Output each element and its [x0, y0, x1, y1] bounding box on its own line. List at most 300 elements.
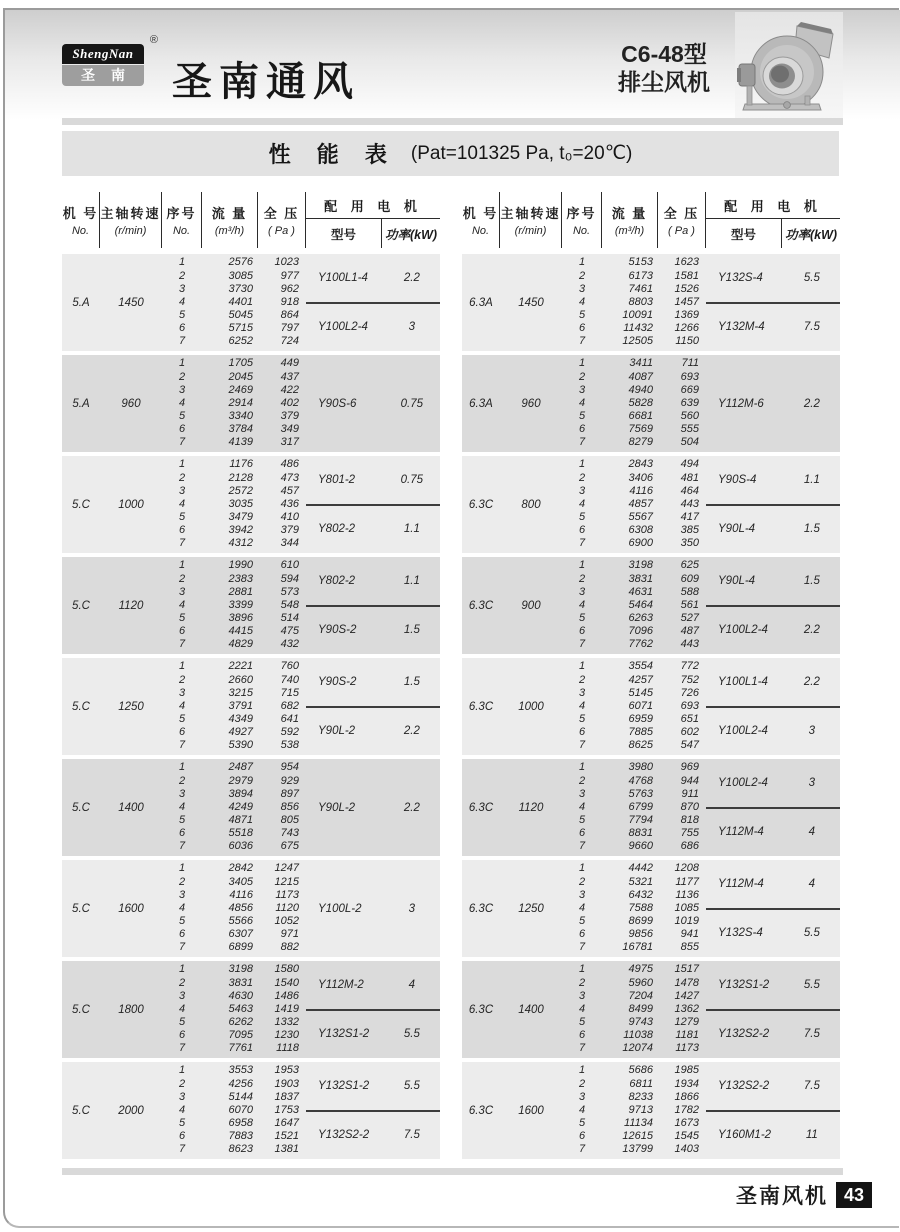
seq-value: 4	[578, 901, 586, 914]
seq-value: 3	[578, 383, 586, 396]
table-row	[162, 1130, 306, 1143]
motor-power-value: 7.5	[803, 1079, 820, 1092]
seq-value: 6	[178, 827, 186, 840]
motor-power-value: 7.5	[403, 1129, 420, 1142]
table-row	[162, 876, 306, 889]
flow-value: 9743	[628, 1016, 653, 1029]
flow-value: 8803	[628, 295, 653, 308]
pressure-value: 797	[280, 322, 299, 335]
table-row	[162, 397, 306, 410]
pressure-value: 349	[280, 423, 299, 436]
motor-cell	[706, 557, 840, 654]
motor-power-value: 4	[808, 877, 816, 890]
col-sublabel: ( Pa )	[268, 225, 295, 237]
pressure-value: 1673	[674, 1117, 699, 1130]
flow-value: 6263	[628, 612, 653, 625]
pressure-value: 504	[680, 436, 699, 449]
flow-value: 16781	[622, 941, 653, 954]
flow-value: 3035	[228, 497, 253, 510]
flow-value: 9713	[628, 1103, 653, 1116]
seq-value: 5	[178, 309, 186, 322]
seq-value: 6	[178, 322, 186, 335]
seq-value: 2	[178, 875, 186, 888]
flow-value: 4349	[228, 713, 253, 726]
flow-value: 6071	[628, 699, 653, 712]
table-row	[162, 270, 306, 283]
pressure-value: 494	[680, 458, 699, 471]
flow-value: 5567	[628, 511, 653, 524]
motor-power-value: 2.2	[403, 725, 420, 738]
fan-spec-block	[62, 557, 440, 654]
table-row	[162, 357, 306, 370]
pressure-value: 1540	[274, 976, 299, 989]
pressure-value: 639	[680, 396, 699, 409]
pressure-value: 548	[280, 598, 299, 611]
seq-value: 5	[578, 511, 586, 524]
seq-value: 7	[178, 436, 186, 449]
seq-value: 6	[178, 625, 186, 638]
flow-value: 7095	[228, 1029, 253, 1042]
logo-text-en: ShengNan	[62, 44, 144, 64]
pressure-value: 962	[280, 282, 299, 295]
flow-value: 6799	[628, 800, 653, 813]
pressure-value: 1753	[274, 1103, 299, 1116]
table-row	[162, 1064, 306, 1077]
motor-row	[306, 1112, 440, 1160]
table-row	[162, 775, 306, 788]
col-pressure	[658, 192, 706, 248]
pressure-value: 602	[680, 726, 699, 739]
seq-value: 1	[178, 458, 186, 471]
data-rows	[162, 860, 306, 957]
flow-value: 3730	[228, 282, 253, 295]
pressure-value: 594	[280, 572, 299, 585]
flow-value: 5144	[228, 1090, 253, 1103]
motor-type-value: Y100L2-4	[318, 321, 368, 334]
flow-value: 9856	[628, 928, 653, 941]
motor-row	[706, 506, 840, 554]
data-rows	[162, 658, 306, 755]
pressure-value: 641	[280, 713, 299, 726]
header-divider-strip	[62, 118, 843, 125]
shaft-speed-value: 1600	[518, 1104, 544, 1117]
flow-value: 3831	[228, 976, 253, 989]
col-shaft-speed	[500, 192, 562, 248]
motor-row	[306, 304, 440, 352]
motor-type-value: Y90L-2	[318, 725, 356, 738]
seq-value: 4	[578, 396, 586, 409]
pressure-value: 417	[680, 511, 699, 524]
seq-value: 5	[178, 1117, 186, 1130]
pressure-value: 743	[280, 827, 299, 840]
flow-value: 13799	[622, 1143, 653, 1156]
motor-type-value: Y112M-6	[718, 397, 764, 410]
col-label: 全 压	[663, 206, 700, 221]
table-row	[162, 674, 306, 687]
pressure-value: 1403	[674, 1143, 699, 1156]
table-row	[162, 902, 306, 915]
machine-no-value: 5.C	[72, 801, 90, 814]
shaft-speed-value: 2000	[118, 1104, 144, 1117]
motor-power-value: 7.5	[803, 1028, 820, 1041]
table-row	[162, 625, 306, 638]
page-footer	[62, 1180, 872, 1210]
col-motor-group	[706, 192, 840, 248]
pressure-value: 555	[680, 423, 699, 436]
pressure-value: 1230	[274, 1029, 299, 1042]
flow-value: 5828	[628, 396, 653, 409]
machine-no-value: 5.C	[72, 1104, 90, 1117]
col-label: 主轴转速	[500, 206, 561, 221]
table-row	[162, 941, 306, 954]
table-row	[562, 687, 706, 700]
seq-value: 7	[178, 739, 186, 752]
pressure-value: 651	[680, 713, 699, 726]
seq-value: 1	[178, 660, 186, 673]
motor-cell	[306, 355, 440, 452]
table-row	[562, 270, 706, 283]
seq-value: 4	[178, 295, 186, 308]
seq-value: 7	[178, 537, 186, 550]
motor-type-value: Y132M-4	[718, 321, 765, 334]
pressure-value: 481	[680, 471, 699, 484]
motor-type-value: Y801-2	[318, 473, 356, 486]
seq-value: 6	[578, 322, 586, 335]
table-row	[562, 840, 706, 853]
table-row	[162, 801, 306, 814]
pressure-value: 1173	[675, 1042, 699, 1055]
table-row	[162, 713, 306, 726]
seq-value: 6	[578, 423, 586, 436]
pressure-value: 547	[680, 739, 699, 752]
motor-type-value: Y802-2	[318, 574, 356, 587]
pressure-value: 1478	[674, 976, 699, 989]
flow-value: 3791	[228, 699, 253, 712]
pressure-value: 487	[680, 625, 699, 638]
table-row	[162, 511, 306, 524]
seq-value: 7	[578, 1143, 586, 1156]
col-label: 序号	[166, 206, 197, 221]
table-row	[562, 498, 706, 511]
motor-row	[306, 658, 440, 708]
fan-spec-block	[62, 658, 440, 755]
motor-type-value: Y132S2-2	[718, 1079, 770, 1092]
seq-value: 4	[578, 295, 586, 308]
seq-value: 5	[178, 410, 186, 423]
motor-power-value: 2.2	[803, 675, 820, 688]
seq-value: 5	[178, 511, 186, 524]
table-row	[562, 599, 706, 612]
flow-value: 3198	[628, 559, 653, 572]
table-row	[562, 876, 706, 889]
flow-value: 5390	[228, 739, 253, 752]
table-row	[162, 322, 306, 335]
col-sublabel: (r/min)	[514, 225, 547, 237]
product-model-label	[596, 40, 732, 96]
flow-value: 3340	[228, 410, 253, 423]
table-row	[162, 371, 306, 384]
flow-value: 6959	[628, 713, 653, 726]
col-sublabel: No.	[71, 225, 90, 237]
motor-row	[706, 860, 840, 910]
data-rows	[562, 961, 706, 1058]
seq-value: 7	[178, 1042, 186, 1055]
machine-no-value: 6.3A	[469, 296, 493, 309]
pressure-value: 422	[280, 383, 299, 396]
motor-group-label: 配 用 电 机	[706, 192, 840, 219]
seq-value: 5	[178, 713, 186, 726]
flow-value: 5686	[628, 1064, 653, 1077]
seq-value: 4	[578, 598, 586, 611]
table-row	[162, 638, 306, 651]
flow-value: 1176	[229, 458, 253, 471]
pressure-value: 437	[280, 370, 299, 383]
motor-row	[706, 1062, 840, 1112]
flow-value: 4631	[628, 585, 653, 598]
motor-power-value: 4	[808, 826, 816, 839]
flow-value: 4856	[228, 901, 253, 914]
flow-value: 4630	[228, 989, 253, 1002]
flow-value: 6899	[228, 941, 253, 954]
fan-spec-block	[62, 860, 440, 957]
table-row	[562, 472, 706, 485]
pressure-value: 1526	[674, 282, 699, 295]
flow-value: 2487	[228, 761, 253, 774]
seq-value: 4	[178, 598, 186, 611]
pressure-value: 1332	[274, 1016, 299, 1029]
motor-power-value: 3	[408, 321, 416, 334]
pressure-value: 1247	[274, 862, 299, 875]
seq-value: 4	[178, 396, 186, 409]
flow-value: 9660	[628, 840, 653, 853]
motor-cell	[706, 355, 840, 452]
flow-value: 7883	[228, 1130, 253, 1143]
machine-no-value: 5.C	[72, 498, 90, 511]
table-row	[162, 1029, 306, 1042]
pressure-value: 1903	[274, 1077, 299, 1090]
data-rows	[562, 254, 706, 351]
table-row	[162, 410, 306, 423]
motor-cell	[306, 658, 440, 755]
fan-spec-block	[462, 961, 840, 1058]
flow-value: 3831	[628, 572, 653, 585]
flow-value: 3980	[628, 761, 653, 774]
table-row	[562, 1064, 706, 1077]
pressure-value: 561	[680, 598, 699, 611]
motor-cell	[706, 254, 840, 351]
pressure-value: 1934	[674, 1077, 699, 1090]
table-row	[162, 1091, 306, 1104]
pressure-value: 1427	[674, 989, 699, 1002]
table-row	[562, 915, 706, 928]
seq-value: 4	[578, 699, 586, 712]
seq-value: 2	[578, 572, 586, 585]
table-row	[562, 511, 706, 524]
seq-value: 3	[178, 989, 186, 1002]
shaft-speed-value: 1800	[118, 1003, 144, 1016]
pressure-value: 805	[280, 814, 299, 827]
motor-row	[306, 860, 440, 957]
table-row	[162, 498, 306, 511]
fan-spec-block	[462, 1062, 840, 1159]
motor-type-value: Y90L-2	[318, 801, 356, 814]
motor-cell	[706, 1062, 840, 1159]
seq-value: 4	[578, 1002, 586, 1015]
flow-value: 8625	[628, 739, 653, 752]
seq-value: 1	[178, 963, 186, 976]
motor-power-value: 5.5	[403, 1079, 420, 1092]
seq-value: 3	[578, 1090, 586, 1103]
table-row	[162, 283, 306, 296]
flow-value: 3479	[228, 511, 253, 524]
flow-value: 2660	[228, 673, 253, 686]
motor-power-value: 1.5	[803, 523, 820, 536]
col-sublabel: ( Pa )	[668, 225, 695, 237]
flow-value: 6308	[628, 524, 653, 537]
seq-value: 2	[178, 1077, 186, 1090]
table-row	[162, 472, 306, 485]
seq-value: 2	[578, 1077, 586, 1090]
table-row	[162, 573, 306, 586]
flow-value: 3942	[228, 524, 253, 537]
table-row	[162, 599, 306, 612]
flow-value: 4768	[628, 774, 653, 787]
table-row	[162, 458, 306, 471]
seq-value: 4	[178, 800, 186, 813]
machine-no-value: 6.3C	[468, 700, 494, 713]
seq-value: 2	[178, 673, 186, 686]
motor-power-value: 5.5	[803, 978, 820, 991]
motor-group-label: 配 用 电 机	[306, 192, 440, 219]
logo-text-cn: 圣南	[62, 65, 144, 86]
pressure-value: 1647	[274, 1117, 299, 1130]
seq-value: 7	[578, 941, 586, 954]
flow-value: 6811	[629, 1077, 653, 1090]
pressure-value: 1177	[675, 875, 699, 888]
motor-row	[306, 557, 440, 607]
table-row	[562, 814, 706, 827]
seq-value: 1	[578, 1064, 586, 1077]
table-row	[562, 397, 706, 410]
seq-value: 1	[178, 761, 186, 774]
machine-no-value: 5.C	[72, 902, 90, 915]
fan-spec-block	[462, 557, 840, 654]
motor-row	[306, 506, 440, 554]
motor-row	[706, 1011, 840, 1059]
motor-row	[306, 759, 440, 856]
pressure-value: 1023	[274, 256, 299, 269]
flow-value: 7761	[228, 1042, 253, 1055]
flow-value: 8499	[628, 1002, 653, 1015]
pressure-value: 715	[280, 686, 299, 699]
seq-value: 7	[178, 335, 186, 348]
flow-value: 2045	[228, 370, 253, 383]
table-row	[562, 827, 706, 840]
motor-type-value: Y90S-2	[318, 675, 357, 688]
flow-value: 11432	[623, 322, 653, 335]
col-sublabel: (r/min)	[114, 225, 147, 237]
motor-power-value: 0.75	[400, 397, 424, 410]
table-row	[562, 902, 706, 915]
table-row	[162, 840, 306, 853]
col-label: 机 号	[62, 206, 99, 221]
seq-value: 1	[578, 660, 586, 673]
table-row	[162, 423, 306, 436]
motor-row	[706, 759, 840, 809]
performance-conditions: (Pat=101325 Pa, t₀=20℃)	[410, 143, 633, 164]
table-row	[162, 537, 306, 550]
pressure-value: 1120	[275, 901, 299, 914]
col-sublabel: No.	[172, 225, 191, 237]
flow-value: 3405	[228, 875, 253, 888]
machine-no-value: 6.3C	[468, 801, 494, 814]
table-row	[162, 1104, 306, 1117]
flow-value: 4401	[228, 295, 253, 308]
pressure-value: 856	[280, 800, 299, 813]
table-row	[562, 941, 706, 954]
flow-value: 6252	[228, 335, 253, 348]
col-shaft-speed	[100, 192, 162, 248]
seq-value: 2	[578, 976, 586, 989]
seq-value: 2	[178, 976, 186, 989]
motor-power-value: 2.2	[803, 624, 820, 637]
table-row	[162, 928, 306, 941]
fan-spec-block	[462, 759, 840, 856]
flow-value: 11134	[624, 1117, 653, 1130]
flow-value: 12615	[622, 1130, 653, 1143]
motor-type-value: Y112M-2	[318, 978, 364, 991]
fan-spec-block	[462, 860, 840, 957]
pressure-value: 385	[680, 524, 699, 537]
seq-value: 2	[178, 471, 186, 484]
flow-value: 3553	[228, 1064, 253, 1077]
table-body	[462, 254, 840, 1159]
col-label: 流 量	[611, 206, 648, 221]
table-row	[162, 660, 306, 673]
pressure-value: 752	[680, 673, 699, 686]
flow-value: 3406	[628, 471, 653, 484]
seq-value: 2	[578, 471, 586, 484]
col-sublabel: No.	[471, 225, 490, 237]
flow-value: 2221	[228, 660, 253, 673]
table-row	[562, 1042, 706, 1055]
pressure-value: 1181	[675, 1029, 699, 1042]
flow-value: 5045	[228, 309, 253, 322]
table-row	[562, 775, 706, 788]
page-number: 43	[836, 1182, 872, 1208]
pressure-value: 1019	[674, 915, 699, 928]
pressure-value: 379	[280, 410, 299, 423]
motor-cell	[306, 254, 440, 351]
motor-cell	[306, 456, 440, 553]
pressure-value: 573	[280, 585, 299, 598]
motor-power-label: 功率(kW)	[784, 227, 838, 242]
pressure-value: 1419	[274, 1002, 299, 1015]
seq-value: 5	[578, 410, 586, 423]
flow-value: 6958	[228, 1117, 253, 1130]
flow-value: 5518	[228, 827, 253, 840]
machine-no-value: 6.3C	[468, 902, 494, 915]
flow-value: 4312	[228, 537, 253, 550]
motor-power-value: 1.1	[403, 523, 420, 536]
motor-row	[706, 304, 840, 352]
flow-value: 3215	[228, 686, 253, 699]
motor-power-value: 2.2	[403, 271, 420, 284]
table-row	[162, 915, 306, 928]
pressure-value: 1486	[274, 989, 299, 1002]
shaft-speed-value: 960	[521, 397, 541, 410]
flow-value: 1990	[228, 559, 253, 572]
